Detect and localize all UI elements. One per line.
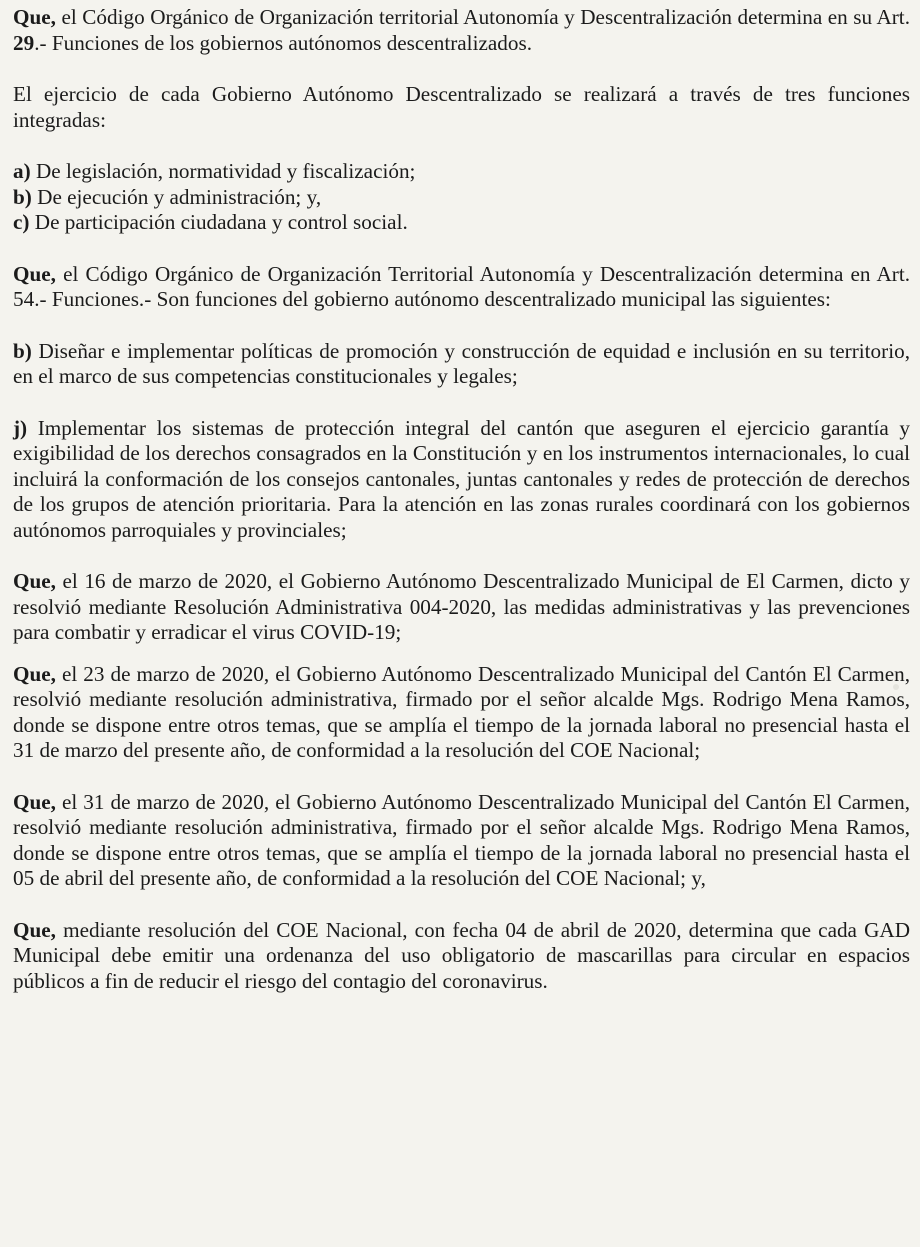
list-item-text: De legislación, normatividad y fiscalización;	[30, 159, 416, 183]
list-item-a	[13, 159, 910, 185]
paragraph-text: Implementar los sistemas de protección integral del cantón que aseguren el ejercicio garantía y exigibilidad de los derechos consagrados en la Constitución y en los instrumentos internacionales, lo cual incluirá la conformación de los consejos cantonales, juntas cantonales y redes de protección de derechos de los grupos de atención prioritaria. Para la atención en las zonas rurales coordinará con los gobiernos autónomos parroquiales y provinciales;	[13, 415, 910, 542]
article-number: 29	[13, 30, 35, 55]
list-item-b	[13, 185, 910, 211]
paragraph-text: el 16 de marzo de 2020, el Gobierno Autónomo Descentralizado Municipal de El Carmen, dicto y resolvió mediante Resolución Administrativa 004-2020, las medidas administrativas y las prevenciones para combatir y erradicar el virus COVID-19;	[13, 569, 910, 644]
list-item-c	[13, 210, 910, 236]
paragraph-text: mediante resolución del COE Nacional, con fecha 04 de abril de 2020, determina que cada GAD Municipal debe emitir una ordenanza del uso obligatorio de mascarillas para circular en espacios públicos a fin de reducir el riesgo del contagio del coronavirus.	[13, 917, 910, 993]
list-letter: a)	[13, 159, 31, 183]
paragraph-text: el Código Orgánico de Organización Territorial Autonomía y Descentralización determina en Art. 54.- Funciones.- Son funciones del gobierno autónomo descentralizado municipal las siguientes:	[13, 261, 910, 311]
paragraph-item-j	[13, 416, 910, 544]
lead-que: Que,	[13, 917, 56, 942]
paragraph-que-04-abril	[13, 918, 910, 995]
paragraph-text: el Código Orgánico de Organización territorial Autonomía y Descentralización determina en su Art.	[55, 5, 910, 29]
paragraph-text: el 23 de marzo de 2020, el Gobierno Autónomo Descentralizado Municipal del Cantón El Carmen, resolvió mediante resolución administrativa, firmado por el señor alcalde Mgs. Rodrigo Mena Ramos, donde se dispone entre otros temas, que se amplía el tiempo de la jornada laboral no presencial hasta el 31 de marzo del presente año, de conformidad a la resolución del COE Nacional;	[13, 661, 910, 762]
paragraph-text: el 31 de marzo de 2020, el Gobierno Autónomo Descentralizado Municipal del Cantón El Carmen, resolvió mediante resolución administrativa, firmado por el señor alcalde Mgs. Rodrigo Mena Ramos, donde se dispone entre otros temas, que se amplía el tiempo de la jornada laboral no presencial hasta el 05 de abril del presente año, de conformidad a la resolución del COE Nacional; y,	[13, 789, 910, 890]
list-item-text: De participación ciudadana y control social.	[29, 210, 408, 234]
paragraph-que-23-marzo	[13, 662, 910, 764]
list-letter: b)	[13, 338, 32, 363]
paragraph-functions-intro: El ejercicio de cada Gobierno Autónomo Descentralizado se realizará a través de tres funciones integradas:	[13, 82, 910, 132]
paragraph-que-31-marzo	[13, 790, 910, 892]
lead-que: Que,	[13, 569, 56, 593]
functions-list	[13, 159, 910, 236]
list-item-text: De ejecución y administración; y,	[31, 184, 322, 209]
list-letter: b)	[13, 184, 32, 209]
paragraph-que-16-marzo	[13, 569, 910, 646]
list-letter: j)	[13, 415, 28, 440]
list-letter: c)	[13, 210, 30, 234]
lead-que: Que,	[13, 789, 56, 814]
paragraph-que-art29	[13, 5, 910, 56]
lead-que: Que,	[13, 661, 56, 686]
lead-que: Que,	[13, 5, 56, 29]
paragraph-text: Diseñar e implementar políticas de promoción y construcción de equidad e inclusión en su territorio, en el marco de sus competencias constitucionales y legales;	[13, 338, 910, 388]
lead-que: Que,	[13, 261, 56, 286]
paragraph-text: .- Funciones de los gobiernos autónomos descentralizados.	[34, 30, 532, 55]
scan-speck	[893, 684, 899, 690]
paragraph-que-art54	[13, 262, 910, 313]
paragraph-item-b	[13, 339, 910, 390]
